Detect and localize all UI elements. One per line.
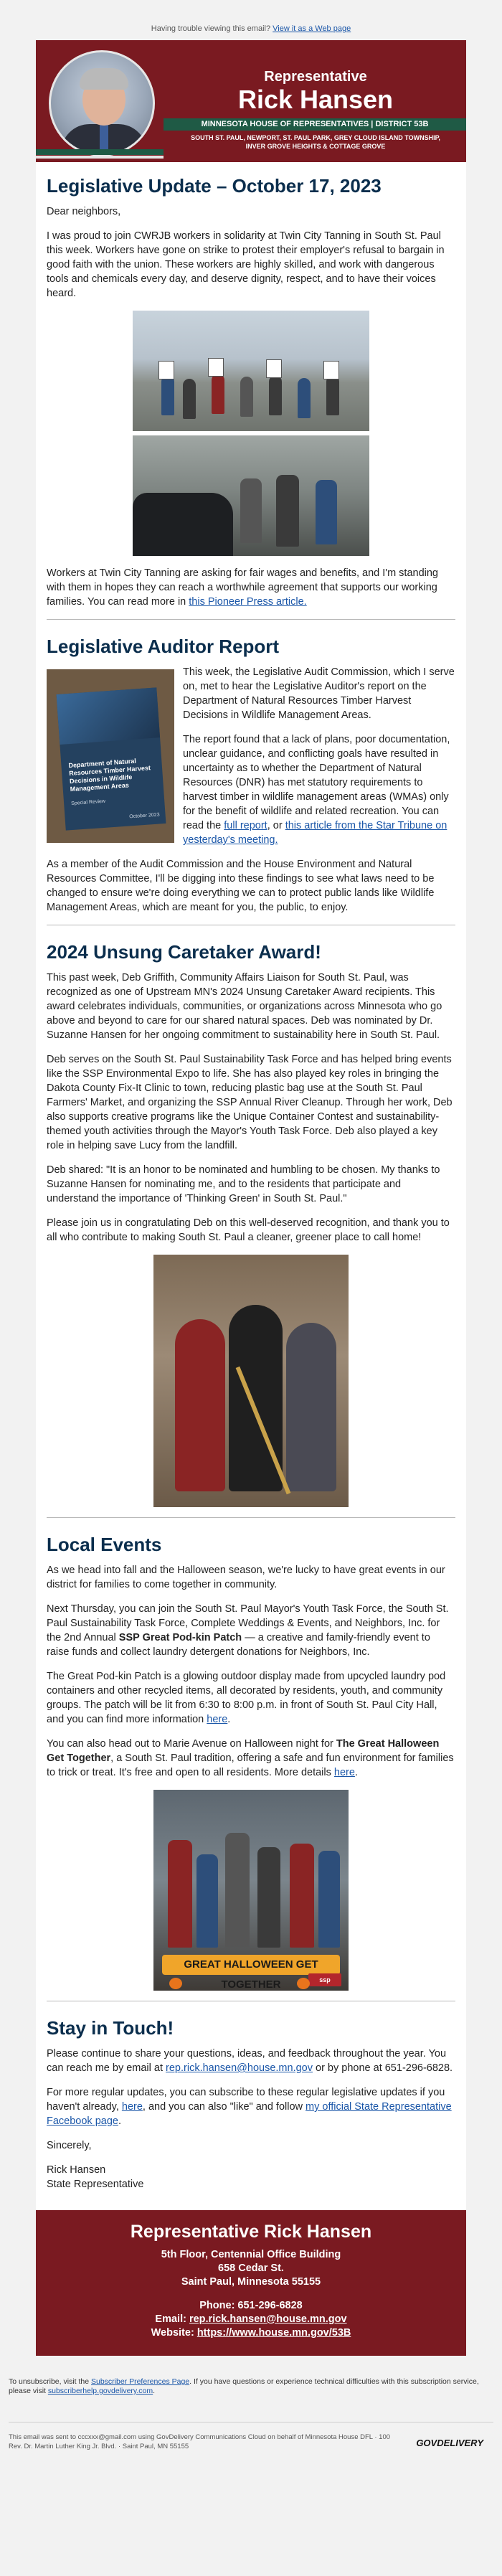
events-paragraph-1: As we head into fall and the Halloween season, we're lucky to have great events in our district for families to come together in community. [47,1565,445,1590]
footer-address-3: Saint Paul, Minnesota 55155 [181,2276,321,2288]
rally-speakers-photo [133,435,369,556]
award-paragraph-4: Please join us in congratulating Deb on this well-deserved recognition, and thank you to all who contribute to making South St. Paul a cleaner, greener place to call home! [47,1217,450,1243]
facebook-link[interactable]: my official State Representative Facebook page [47,2101,452,2127]
events-heading: Local Events [47,1534,162,1555]
section-divider [47,619,455,620]
book-title: Department of Natural Resources Timber Harvest Decisions in Wildlife Management Areas [68,757,151,793]
signature: Rick Hansen State Representative [47,2164,144,2190]
view-web-notice [0,0,502,40]
footer-address-2: 658 Cedar St. [218,2263,284,2274]
sign-off: Sincerely, [47,2140,92,2151]
footer-name: Representative Rick Hansen [130,2222,372,2242]
govdelivery-logo: GOVDELIVERY [416,2438,483,2448]
award-paragraph-3: Deb shared: "It is an honor to be nominated and humbling to be chosen. My thanks to Suzanne Hansen for nominating me, and to the residents that participate and understand the importance of 'Thinking Green' in South St. Paul." [47,1164,440,1204]
update-paragraph-2: Workers at Twin City Tanning are asking for fair wages and benefits, and I'm standing with them in hopes they can reach a worthwhile agreement that supports our working families. You can read more in this Pioneer Press article. [47,567,439,608]
star-tribune-link[interactable]: this article from the Star Tribune on yesterday's meeting. [183,820,447,846]
halloween-banner: GREAT HALLOWEEN GET TOGETHER ssp [162,1955,340,1975]
award-paragraph-1: This past week, Deb Griffith, Community Affairs Liaison for South St. Paul, was recognized as one of Upstream MN's 2024 Unsung Caretaker Award recipients. This award celebrates individuals, communities, or organizations across Minnesota who go above and beyond to care for our shared natural spaces. Deb was nominated by Dr. Suzanne Hansen for her ongoing commitment to sustainability here in South St. Paul. [47,972,442,1041]
view-web-text: Having trouble viewing this email? [151,24,271,33]
update-heading: Legislative Update – October 17, 2023 [47,175,382,197]
award-recipients-photo [153,1255,349,1507]
header-cities [172,133,459,151]
update-paragraph-1: I was proud to join CWRJB workers in solidarity at Twin City Tanning in South St. Paul this week. Workers have gone on strike to protest their employer's refusal to bargain in good faith with the union. These workers are highly skilled, and work with dangerous tools and chemicals every day, and deserve dignity, respect, and to have their voices heard. [47,230,445,299]
audit-report-book [57,687,166,830]
subscribe-link[interactable]: here [121,2101,143,2113]
contact-footer [36,2210,466,2356]
header-cities-line1: SOUTH ST. PAUL, NEWPORT, ST. PAUL PARK, GREY CLOUD ISLAND TOWNSHIP, [191,134,440,141]
sent-notice: This email was sent to cccxxx@gmail.com using GovDelivery Communications Cloud on behalf of Minnesota House DFL · 100 Rev. Dr. Martin Luther King Jr. Blvd. · Saint Paul, MN 55155 GOVDELIVERY [9,2422,493,2451]
auditor-paragraph-2: The report found that a lack of plans, poor documentation, unclear guidance, and conflicting goals have resulted in uncertainty as to whether the Department of Natural Resources (DNR) has met statutory requirements to harvest timber in wildlife management areas (WMAs) only for the benefit of wildlife and related recreation. You can read the full report, or this article from the Star Tribune on yesterday's meeting. [183,734,450,846]
representative-photo [49,50,155,156]
footer-address-1: 5th Floor, Centennial Office Building [161,2249,341,2260]
view-web-link[interactable]: View it as a Web page [273,24,351,33]
events-paragraph-2: Next Thursday, you can join the South St. Paul Mayor's Youth Task Force, the South St. Paul Sustainability Task Force, Complete Weddings & Events, and Neighbors, Inc. for the 2nd Annual SSP Great Pod-kin Patch — a creative and family-friendly event to raise funds and collect laundry detergent donations for Neighbors, Inc. [47,1603,449,1658]
ssp-badge: ssp [308,1973,341,1986]
newsletter-content [36,162,466,2192]
touch-paragraph-2: For more regular updates, you can subscribe to these regular legislative updates if you haven't already, here, and you can also "like" and follow my official State Representative Facebook page. [47,2087,452,2127]
footer-email: Email: rep.rick.hansen@house.mn.gov [155,2313,347,2325]
award-heading: 2024 Unsung Caretaker Award! [47,941,321,963]
auditor-paragraph-1: This week, the Legislative Audit Commission, which I serve on, met to hear the Legislative Auditor's report on the Department of Natural Resources Timber Harvest Decisions in Wildlife Management Areas. [183,666,455,721]
subscriber-help-link[interactable]: subscriberhelp.govdelivery.com [47,2387,153,2395]
auditor-row [47,665,455,857]
header-title-name: Rick Hansen [237,85,394,114]
newsletter-header [36,40,466,162]
footer-website: Website: https://www.house.mn.gov/53B [151,2327,351,2339]
auditor-heading: Legislative Auditor Report [47,636,280,657]
book-date: October 2023 [129,812,160,820]
header-title-small: Representative [264,69,367,85]
subscription-footer [0,2356,502,2451]
halloween-event-photo [153,1790,349,1991]
audit-report-photo [47,669,174,843]
touch-paragraph-1: Please continue to share your questions, ideas, and feedback throughout the year. You can reach me by email at rep.rick.hansen@house.mn.gov or by phone at 651-296-6828. [47,2048,453,2074]
unsubscribe-text: To unsubscribe, visit the Subscriber Preferences Page. If you have questions or experience technical difficulties with this subscription service, please visit subscriberhelp.govdelivery.com. [9,2377,479,2395]
greeting: Dear neighbors, [47,206,121,217]
header-stripe-light [36,156,164,159]
events-paragraph-3: The Great Pod-kin Patch is a glowing outdoor display made from upcycled laundry pod containers and other recycled items, all decorated by residents, youth, and community groups. The patch will be lit from 6:30 to 8:00 p.m. in front of South St. Paul City Hall, and you can find more information here. [47,1671,446,1725]
section-divider [47,1517,455,1518]
podkin-patch-link[interactable]: here [207,1714,228,1725]
award-paragraph-2: Deb serves on the South St. Paul Sustainability Task Force and has helped bring events like the SSP Environmental Expo to life. She has also played key roles in bringing the Dakota County Fix-It Clinic to town, reducing plastic bag use at the South St. Paul Farmers' Market, and organizing the SSP Annual River Cleanup. Through her work, Deb also supports creative programs like the Unique Container Contest and sustainability-themed youth activities through the Mayor's Youth Task Force. Deb also played a key role in helping save Lucy from the landfill. [47,1054,453,1151]
header-district-band: MINNESOTA HOUSE OF REPRESENTATIVES | DISTRICT 53B [164,118,466,131]
auditor-paragraph-3: As a member of the Audit Commission and the House Environment and Natural Resources Committee, I'll be digging into these findings to see what laws need to be changed to ensure we're doing everything we can to protect public lands like Wildlife Management Areas, which are meant for you, the public, to enjoy. [47,859,435,913]
touch-heading: Stay in Touch! [47,2017,174,2039]
full-report-link[interactable]: full report [224,820,267,831]
footer-phone: Phone: 651-296-6828 [199,2300,303,2311]
book-subtitle: Special Review [70,798,106,807]
header-cities-line2: INVER GROVE HEIGHTS & COTTAGE GROVE [245,143,386,150]
footer-email-link[interactable]: rep.rick.hansen@house.mn.gov [189,2313,347,2325]
events-paragraph-4: You can also head out to Marie Avenue on Halloween night for The Great Halloween Get Together, a South St. Paul tradition, offering a safe and fun environment for families to trick or treat. It's free and open to all residents. More details here. [47,1738,454,1778]
header-stripe [36,149,164,155]
picket-line-photo [133,311,369,431]
halloween-details-link[interactable]: here [333,1767,355,1778]
email-link[interactable]: rep.rick.hansen@house.mn.gov [166,2062,313,2074]
subscriber-preferences-link[interactable]: Subscriber Preferences Page [90,2377,190,2386]
footer-website-link[interactable]: https://www.house.mn.gov/53B [196,2327,351,2339]
newsletter [36,40,466,2356]
pioneer-press-link[interactable]: this Pioneer Press article. [189,596,307,608]
